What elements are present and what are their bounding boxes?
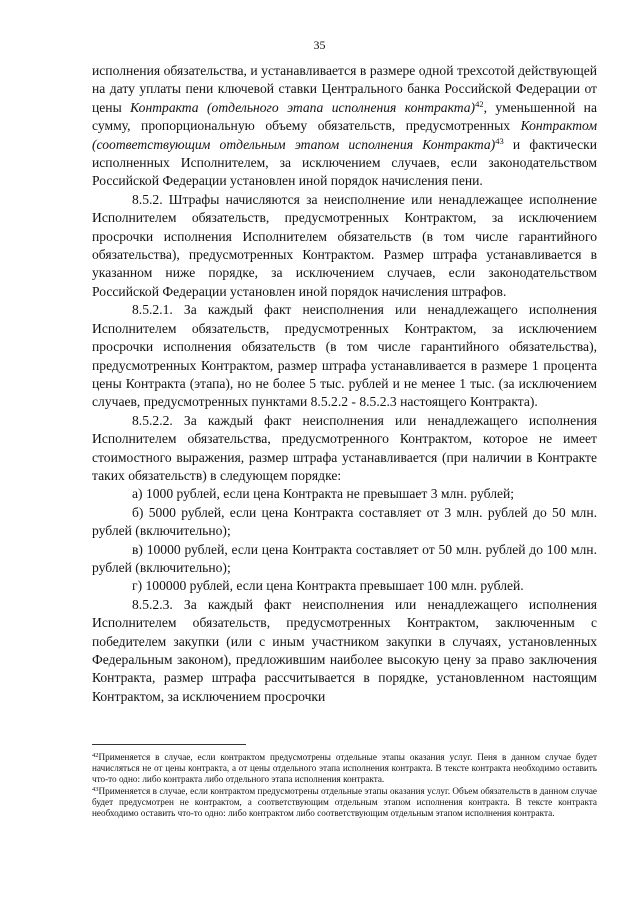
footnote-number: 42 <box>92 752 99 759</box>
text-run: и фактически исполненных Исполнителем, за исключением случаев, если законодательством Российской Федерации установлен иной порядок начисления пени. <box>92 136 597 189</box>
paragraph-8-5-2-1: 8.5.2.1. За каждый факт неисполнения или ненадлежащего исполнения Исполнителем обязательств, предусмотренных Контрактом, за исключением просрочки исполнения обязательств (в том числе гарантийного обязательства), предусмотренных Контрактом, размер штрафа устанавливается в размере 1 процента цены Контракта (этапа), но не более 5 тыс. рублей и не менее 1 тыс. (за исключением случаев, предусмотренных пунктами 8.5.2.2 - 8.5.2.3 настоящего Контракта). <box>92 302 597 410</box>
list-item-g: г) 100000 рублей, если цена Контракта превышает 100 млн. рублей. <box>132 578 524 594</box>
footnote-separator <box>92 744 246 745</box>
paragraph-8-5-2-2: 8.5.2.2. За каждый факт неисполнения или ненадлежащего исполнения Исполнителем обязательства, предусмотренного Контрактом, которое не имеет стоимостного выражения, размер штрафа устанавливается (при наличии в Контракте таких обязательств) в следующем порядке: <box>92 412 597 483</box>
paragraph-8-5-2-3: 8.5.2.3. За каждый факт неисполнения или ненадлежащего исполнения Исполнителем обязательств, предусмотренных Контрактом, заключенным с победителем закупки (или с иным участником закупки в случаях, установленных Федеральным законом), предложившим наиболее высокую цену за право заключения Контракта, размер штрафа рассчитывается в порядке, установленном настоящим Контрактом, за исключением просрочки <box>92 596 597 704</box>
page-number: 35 <box>313 38 326 52</box>
footnote-text: Применяется в случае, если контрактом предусмотрены отдельные этапы оказания услуг. Пеня в данном случае будет начисляться не от цены контракта, а от цены отдельного этапа исполнения контракта. В тексте контракта необходимо оставить что-то одно: либо контракта либо отдельного этапа исполнения контракта. <box>92 752 597 785</box>
footnote-text: Применяется в случае, если контрактом предусмотрены отдельные этапы оказания услуг. Объем обязательств в данном случае будет предусмотрен не контрактом, а соответствующим отдельным этапом исполнения контракта. В тексте контракта необходимо оставить что-то одно: либо контрактом либо соответствующим отдельным этапом исполнения контракта. <box>92 785 597 819</box>
italic-contract-price: Контракта (отдельного этапа исполнения контракта) <box>130 99 476 115</box>
footnote-number: 43 <box>92 785 99 793</box>
footnote-42 <box>92 752 597 786</box>
footnote-ref-43: 43 <box>495 135 504 146</box>
list-item-b: б) 5000 рублей, если цена Контракта составляет от 3 млн. рублей до 50 млн. рублей (включительно); <box>92 504 597 539</box>
document-body <box>92 62 597 706</box>
list-item-v: в) 10000 рублей, если цена Контракта составляет от 50 млн. рублей до 100 млн. рублей (включительно); <box>92 541 597 575</box>
list-item-a: а) 1000 рублей, если цена Контракта не превышает 3 млн. рублей; <box>132 486 515 502</box>
paragraph-8-5-2: 8.5.2. Штрафы начисляются за неисполнение или ненадлежащее исполнение Исполнителем обязательств, предусмотренных Контрактом, за исключением просрочки исполнения Исполнителем обязательств (в том числе гарантийного обязательства), предусмотренных Контрактом. Размер штрафа устанавливается в указанном ниже порядке, за исключением случаев, если законодательством Российской Федерации установлен иной порядок начисления штрафов. <box>92 191 597 299</box>
footnotes <box>92 752 597 819</box>
footnote-ref-42: 42 <box>475 98 484 109</box>
footnote-43 <box>92 786 597 820</box>
text-run: , уменьшенной на сумму, пропорциональную объему обязательств, предусмотренных <box>92 99 597 134</box>
paragraph-penalty-continuation <box>92 62 597 191</box>
text-run: исполнения обязательства, и устанавливается в размере одной трехсотой действующей на дату уплаты пени ключевой ставки Центрального банка Российской Федерации от цены <box>92 63 597 115</box>
italic-contract-stage: Контрактом (соответствующим отдельным этапом исполнения Контракта) <box>92 118 597 152</box>
